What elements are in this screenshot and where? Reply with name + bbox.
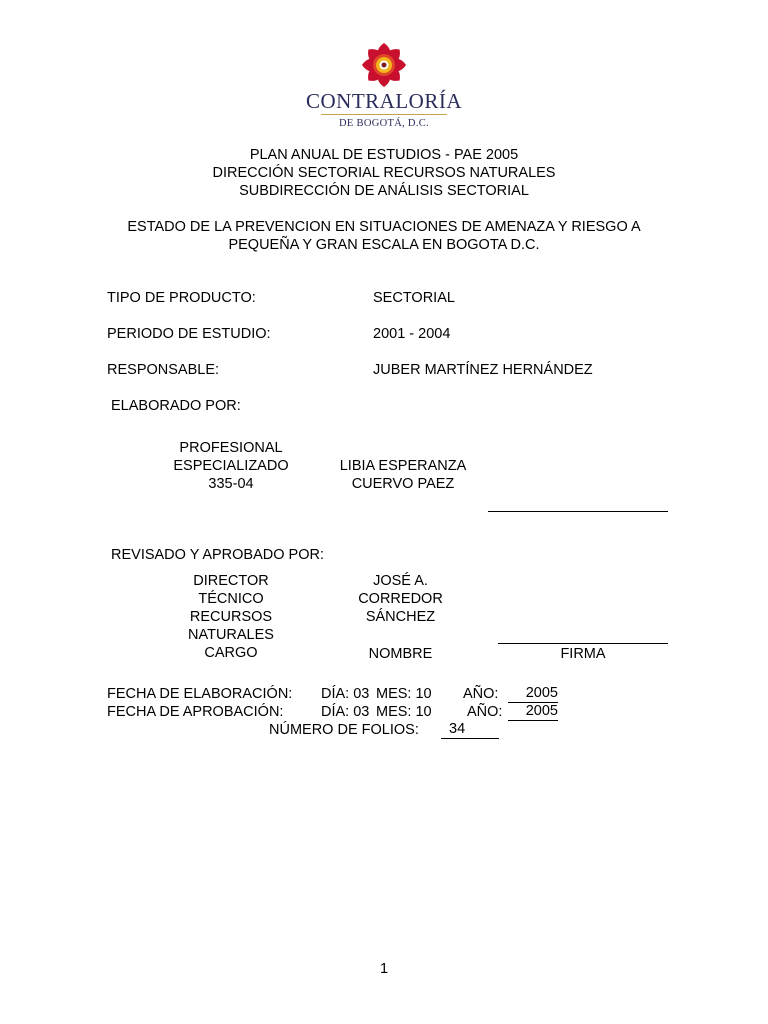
elaborado-nombre-line: LIBIA ESPERANZA: [339, 458, 467, 474]
fecha-aprobacion-ano-label: AÑO:: [467, 704, 503, 720]
fecha-elaboracion-ano: 2005: [508, 685, 558, 703]
folios-label: NÚMERO DE FOLIOS:: [269, 722, 419, 738]
title-line-2: PEQUEÑA Y GRAN ESCALA EN BOGOTA D.C.: [228, 237, 540, 253]
revisado-nombre-line: SÁNCHEZ: [365, 609, 436, 625]
elaborado-signature-line: [488, 511, 668, 512]
folios-value: 34: [441, 721, 499, 739]
responsable-label: RESPONSABLE:: [107, 362, 220, 378]
fecha-elaboracion-mes: MES: 10: [376, 686, 432, 702]
fecha-aprobacion-ano: 2005: [508, 703, 558, 721]
header-line-3: SUBDIRECCIÓN DE ANÁLISIS SECTORIAL: [239, 183, 529, 199]
revisado-cargo-line: TÉCNICO: [198, 591, 264, 607]
firma-header: FIRMA: [560, 646, 606, 662]
page-number: 1: [379, 961, 389, 977]
document-title: [0, 218, 768, 254]
logo-name: CONTRALORÍA: [306, 89, 462, 113]
tipo-label: TIPO DE PRODUCTO:: [107, 290, 256, 306]
revisado-label: REVISADO Y APROBADO POR:: [111, 547, 325, 563]
periodo-value: 2001 - 2004: [373, 326, 451, 342]
title-line-1: ESTADO DE LA PREVENCION EN SITUACIONES DE AMENAZA Y RIESGO A: [127, 219, 641, 235]
nombre-header: NOMBRE: [368, 646, 433, 662]
revisado-nombre-line: JOSÉ A.: [373, 573, 428, 589]
elaborado-cargo-line: 335-04: [208, 476, 254, 492]
elaborado-nombre: [318, 457, 488, 493]
logo-subtitle: DE BOGOTÁ, D.C.: [339, 118, 429, 129]
elaborado-cargo-line: PROFESIONAL: [179, 440, 283, 456]
revisado-signature-line: [498, 643, 668, 644]
periodo-label: PERIODO DE ESTUDIO:: [107, 326, 271, 342]
header-line-2: DIRECCIÓN SECTORIAL RECURSOS NATURALES: [212, 165, 556, 181]
revisado-cargo-line: DIRECTOR: [193, 573, 269, 589]
logo-divider: [321, 114, 447, 115]
revisado-nombre-line: CORREDOR: [358, 591, 443, 607]
cargo-header: CARGO: [204, 645, 258, 661]
fecha-aprobacion-dia: DÍA: 03: [321, 704, 370, 720]
elaborado-nombre-line: CUERVO PAEZ: [351, 476, 455, 492]
revisado-nombre: [318, 572, 483, 626]
fecha-elaboracion-label: FECHA DE ELABORACIÓN:: [107, 686, 293, 702]
fecha-aprobacion-label: FECHA DE APROBACIÓN:: [107, 704, 284, 720]
contraloria-emblem-icon: [361, 42, 407, 88]
fecha-elaboracion-ano-label: AÑO:: [463, 686, 499, 702]
document-header: [0, 146, 768, 200]
responsable-value: JUBER MARTÍNEZ HERNÁNDEZ: [373, 362, 593, 378]
revisado-cargo: [156, 572, 306, 662]
revisado-cargo-line: NATURALES: [188, 627, 274, 643]
fecha-aprobacion-mes: MES: 10: [376, 704, 432, 720]
header-line-1: PLAN ANUAL DE ESTUDIOS - PAE 2005: [249, 147, 519, 163]
elaborado-label: ELABORADO POR:: [111, 398, 241, 414]
fecha-elaboracion-dia: DÍA: 03: [321, 686, 370, 702]
revisado-cargo-line: RECURSOS: [189, 609, 273, 625]
contraloria-logo: [0, 42, 768, 130]
elaborado-cargo-line: ESPECIALIZADO: [173, 458, 289, 474]
tipo-value: SECTORIAL: [373, 290, 455, 306]
elaborado-cargo: [156, 439, 306, 493]
